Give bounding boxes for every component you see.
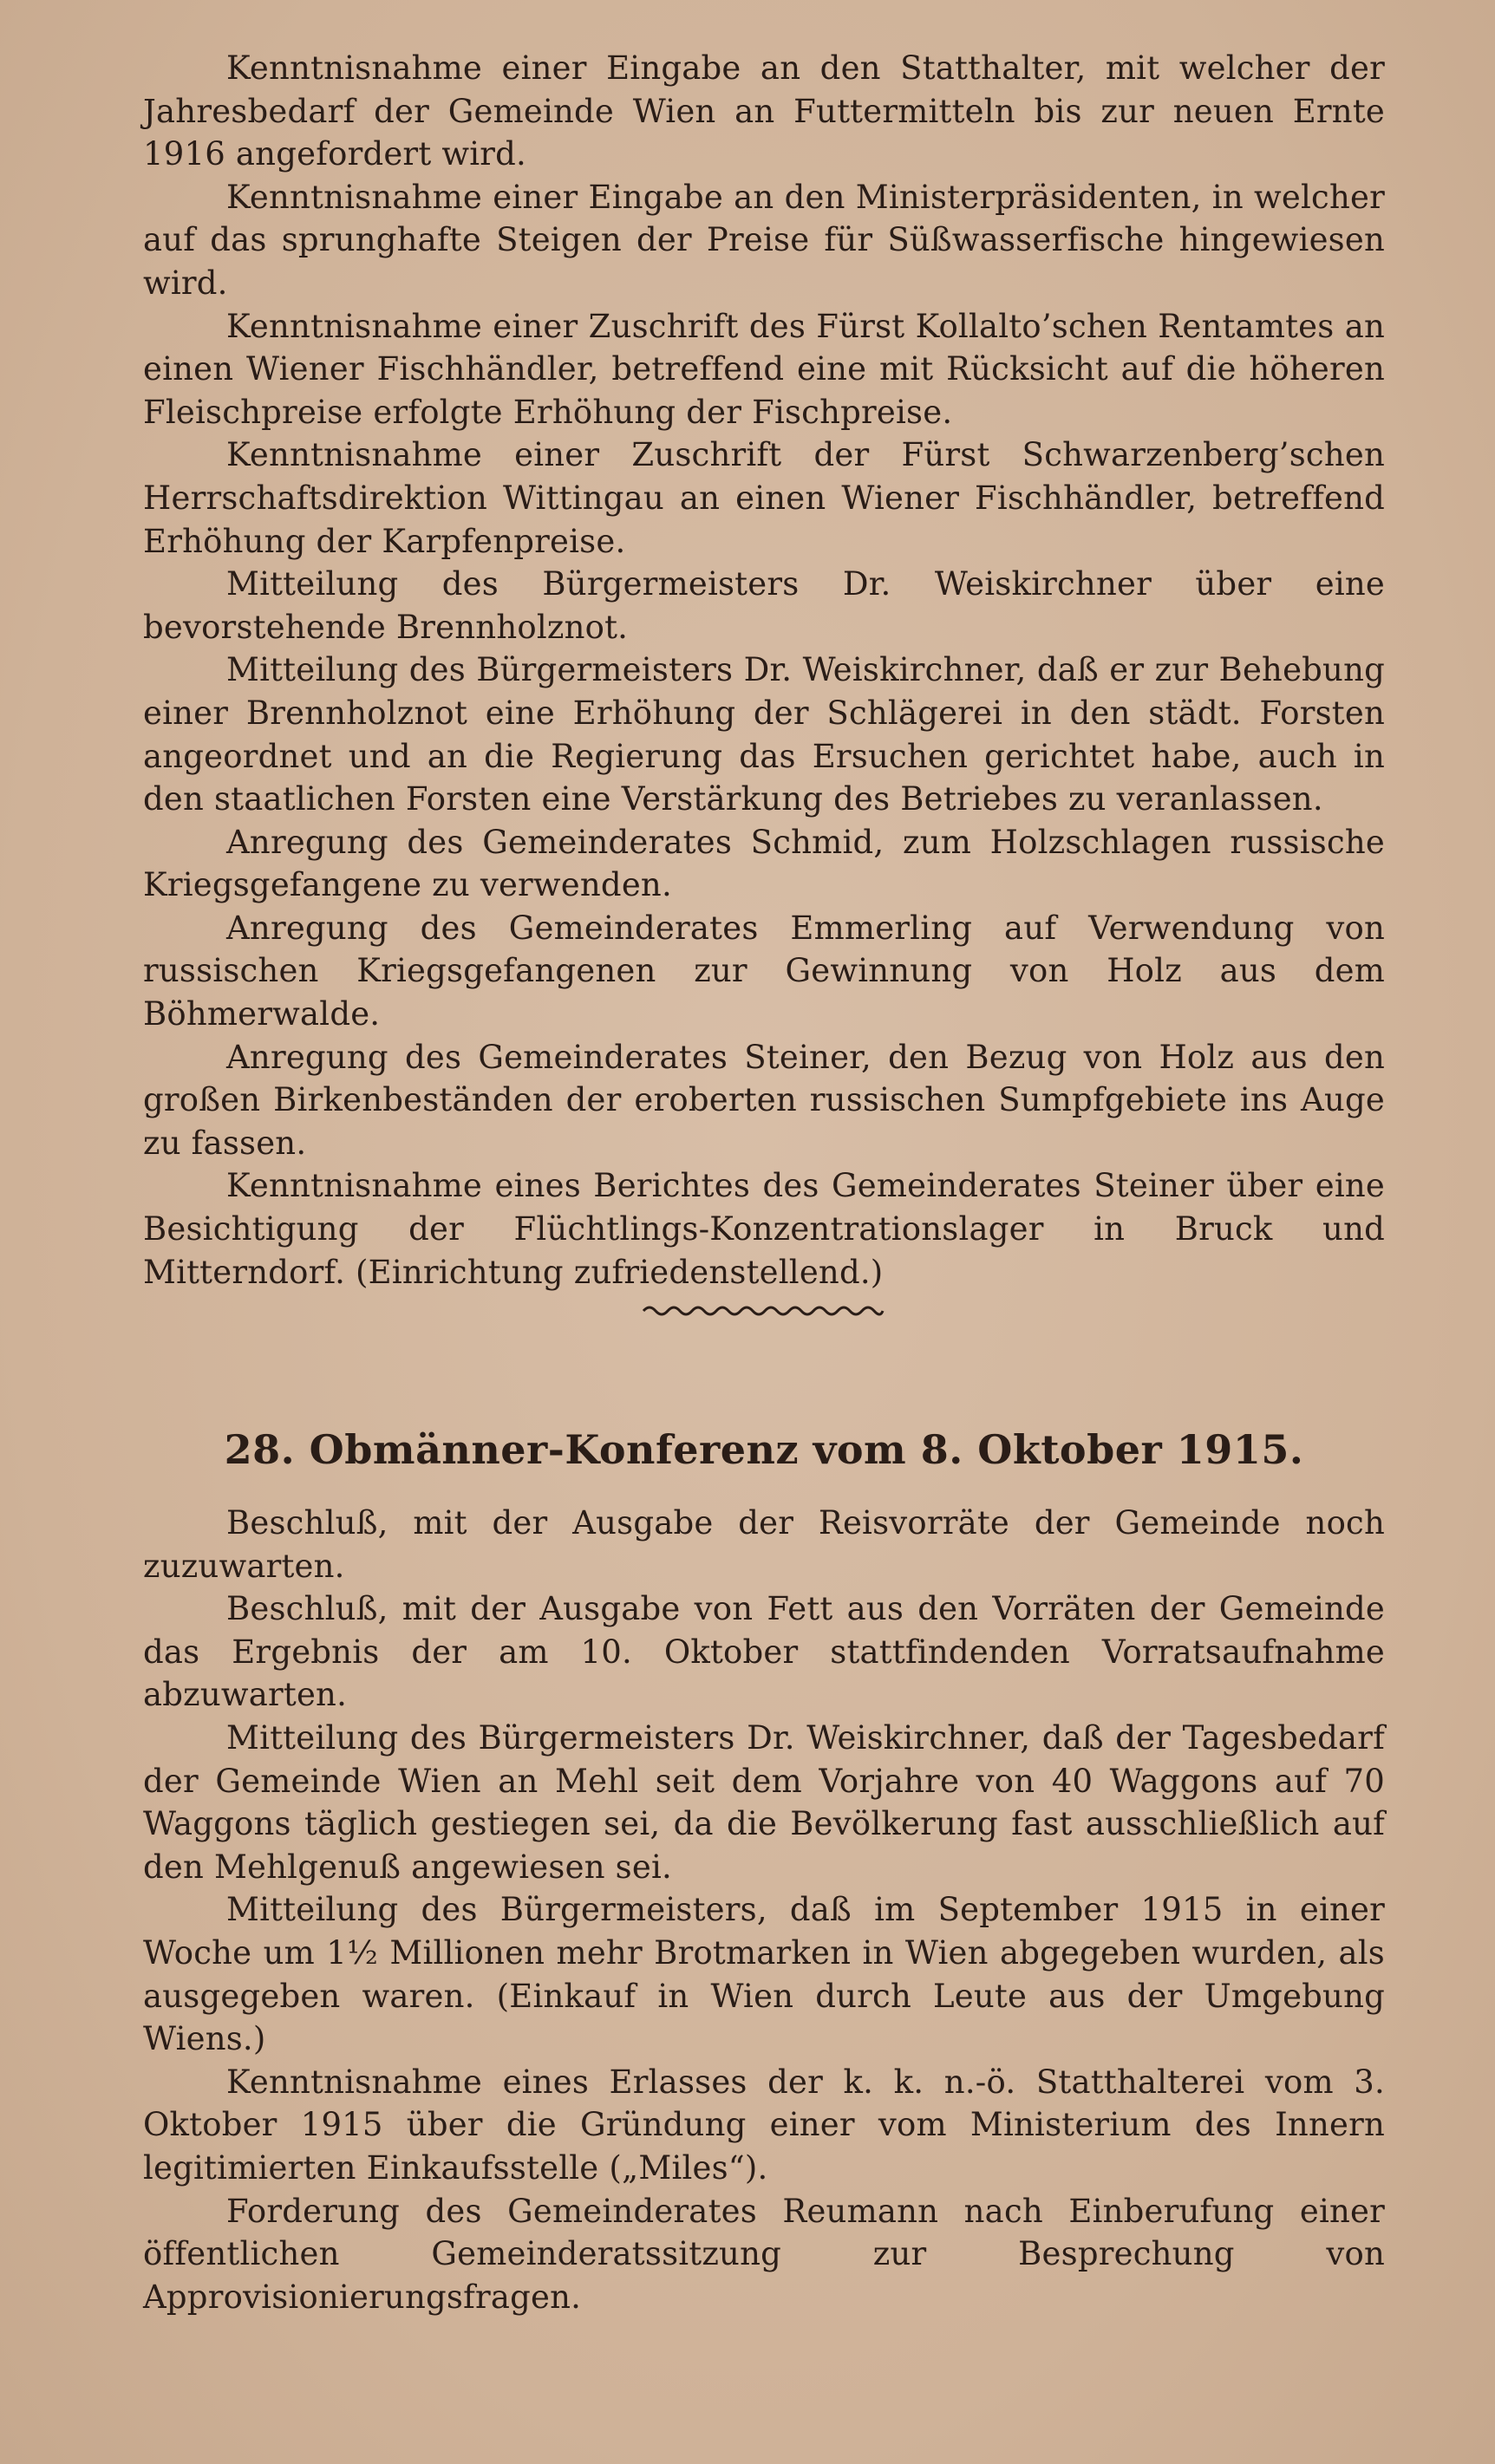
paragraph: Mitteilung des Bürgermeisters Dr. Weiskirchner über eine bevorstehende Brennholznot. <box>143 565 1385 646</box>
paragraph: Anregung des Gemeinderates Emmerling auf Verwendung von russischen Kriegsgefangenen zur Gewinnung von Holz aus dem Böhmerwalde. <box>143 909 1385 1033</box>
paragraph: Beschluß, mit der Ausgabe der Reisvorräte der Gemeinde noch zuzuwarten. <box>143 1504 1385 1585</box>
section-2-body <box>143 1502 1385 2318</box>
paragraph: Mitteilung des Bürgermeisters, daß im September 1915 in einer Woche um 1½ Millionen mehr Brotmarken in Wien abgegeben wurden, als ausgegeben waren. (Einkauf in Wien durch Leute aus der Umgebung Wiens.) <box>143 1891 1385 2058</box>
ornamental-divider <box>642 1300 885 1321</box>
section-1-body <box>143 47 1385 1294</box>
paragraph: Anregung des Gemeinderates Schmid, zum Holzschlagen russische Kriegsgefangene zu verwenden. <box>143 823 1385 904</box>
paragraph: Kenntnisnahme eines Erlasses der k. k. n.-ö. Statthalterei vom 3. Oktober 1915 über die Gründung einer vom Ministerium des Innern legitimierten Einkaufsstelle („Miles“). <box>143 2063 1385 2187</box>
paragraph: Kenntnisnahme einer Eingabe an den Statthalter, mit welcher der Jahresbedarf der Gemeinde Wien an Futtermitteln bis zur neuen Ernte 1916 angefordert wird. <box>143 49 1385 173</box>
section-heading: 28. Obmänner-Konferenz vom 8. Oktober 1915. <box>224 1426 1304 1473</box>
paragraph: Kenntnisnahme einer Eingabe an den Ministerpräsidenten, in welcher auf das sprunghafte Steigen der Preise für Süßwasserfische hingewiesen wird. <box>143 178 1385 302</box>
paragraph: Kenntnisnahme einer Zuschrift des Fürst Kollalto’schen Rentamtes an einen Wiener Fischhändler, betreffend eine mit Rücksicht auf die höheren Fleischpreise erfolgte Erhöhung der Fischpreise. <box>143 307 1385 431</box>
paragraph: Kenntnisnahme eines Berichtes des Gemeinderates Steiner über eine Besichtigung der Flüchtlings-Konzentrationslager in Bruck und Mitterndorf. (Einrichtung zufriedenstellend.) <box>143 1167 1385 1291</box>
paragraph: Mitteilung des Bürgermeisters Dr. Weiskirchner, daß er zur Behebung einer Brennholznot eine Erhöhung der Schlägerei in den städt. Forsten angeordnet und an die Regierung das Ersuchen gerichtet habe, auch in den staatlichen Forsten eine Verstärkung des Betriebes zu veranlassen. <box>143 651 1385 818</box>
paragraph: Beschluß, mit der Ausgabe von Fett aus den Vorräten der Gemeinde das Ergebnis der am 10. Oktober stattfindenden Vorratsaufnahme abzuwarten. <box>143 1590 1385 1714</box>
paragraph: Kenntnisnahme einer Zuschrift der Fürst Schwarzenberg’schen Herrschaftsdirektion Wittingau an einen Wiener Fischhändler, betreffend Erhöhung der Karpfenpreise. <box>143 436 1385 560</box>
paragraph: Mitteilung des Bürgermeisters Dr. Weiskirchner, daß der Tagesbedarf der Gemeinde Wien an Mehl seit dem Vorjahre von 40 Waggons auf 70 Waggons täglich gestiegen sei, da die Bevölkerung fast ausschließlich auf den Mehlgenuß angewiesen sei. <box>143 1718 1385 1886</box>
paragraph: Anregung des Gemeinderates Steiner, den Bezug von Holz aus den großen Birkenbeständen der eroberten russischen Sumpfgebiete ins Auge zu fassen. <box>143 1038 1385 1162</box>
paragraph: Forderung des Gemeinderates Reumann nach Einberufung einer öffentlichen Gemeinderatssitzung zur Besprechung von Approvisionierungsfragen. <box>143 2192 1385 2316</box>
